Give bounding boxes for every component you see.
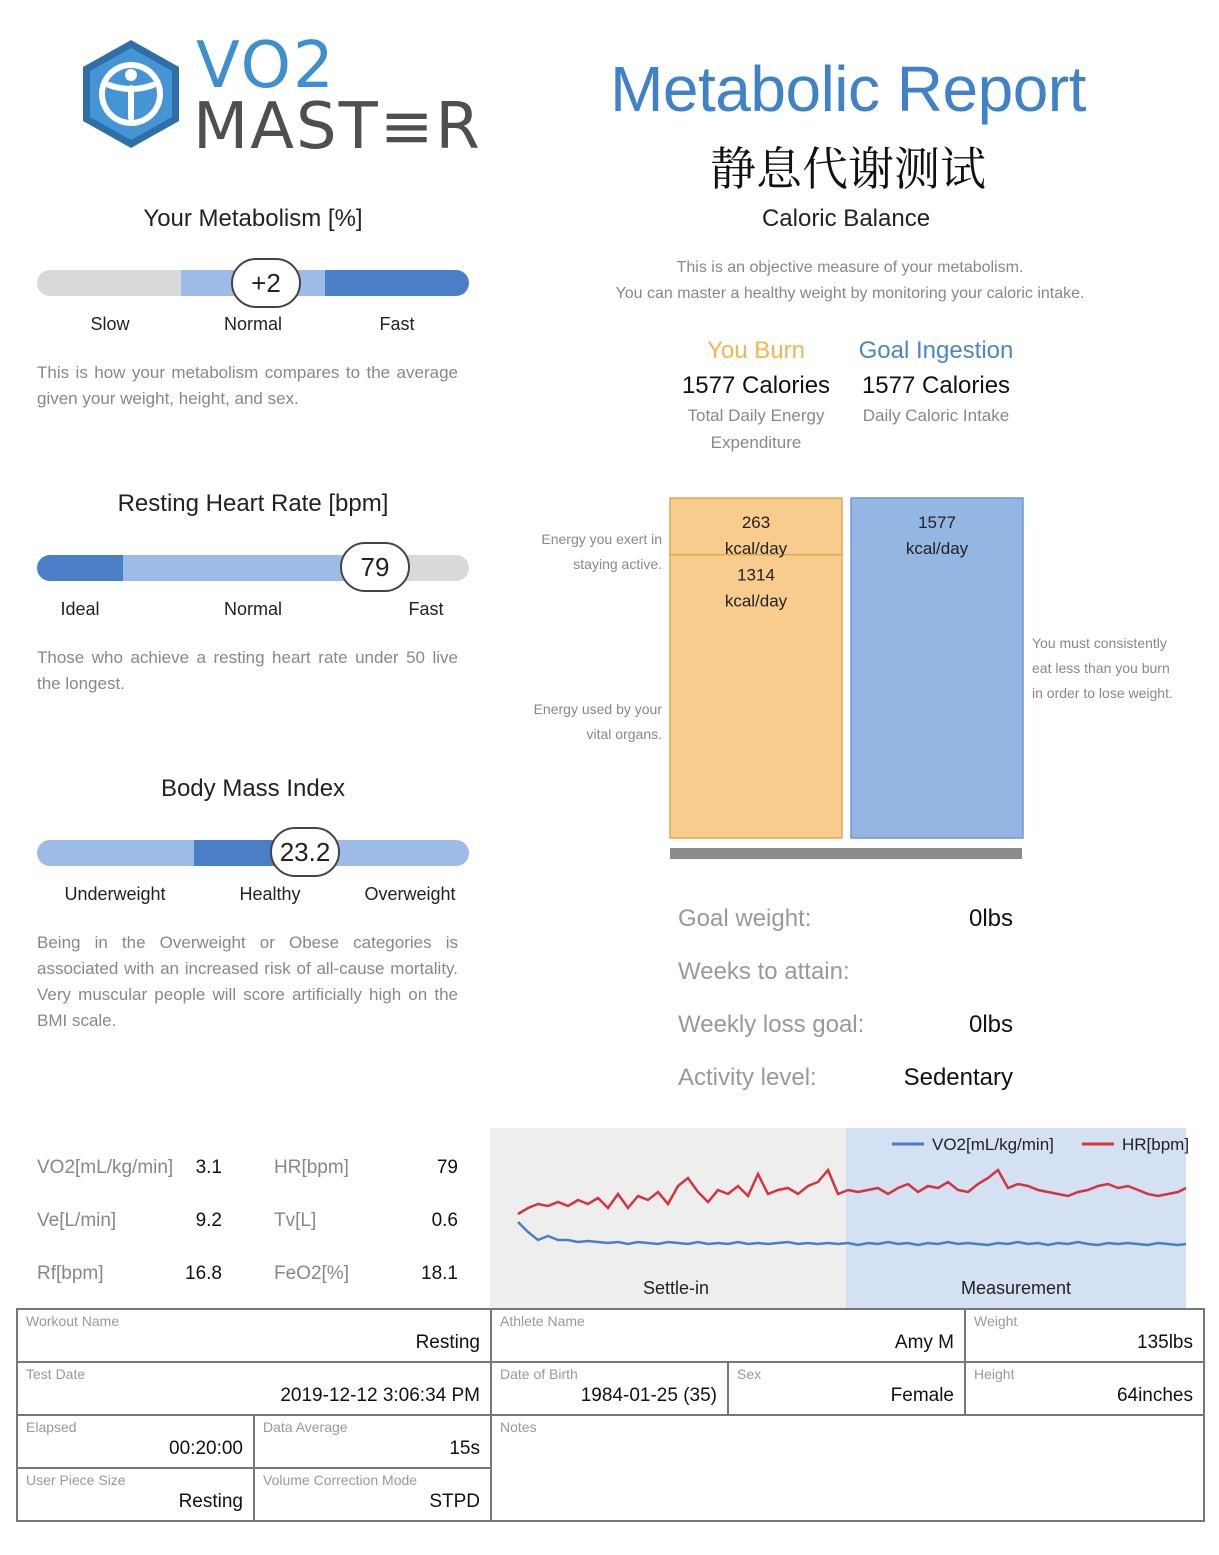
- metabolism-label-normal: Normal: [223, 314, 282, 334]
- goal-weight-label: Goal weight:: [678, 905, 812, 932]
- stat-feo2-value: 18.1: [421, 1263, 458, 1284]
- dob-cell: [491, 1362, 728, 1415]
- stat-rf-label: Rf[bpm]: [37, 1263, 104, 1284]
- height-cell: [965, 1362, 1204, 1415]
- sex-label: Sex: [737, 1366, 762, 1382]
- athlete-name-cell: [491, 1309, 965, 1362]
- caloric-intro-line2: You can master a healthy weight by monitoring your caloric intake.: [615, 285, 1085, 302]
- activity-level-value: Sedentary: [903, 1064, 1013, 1091]
- heart-rate-label-ideal: Ideal: [60, 599, 100, 619]
- user-piece-size-label: User Piece Size: [26, 1472, 126, 1488]
- phase-measurement-label: Measurement: [960, 1278, 1072, 1298]
- active-energy-value-label: 263: [741, 513, 771, 532]
- brand-name-line2: MAST≡R: [193, 90, 482, 164]
- note-right-line3: in order to lose weight.: [1032, 685, 1173, 701]
- workout-name-cell: [17, 1309, 491, 1362]
- height-label: Height: [974, 1366, 1015, 1382]
- goal-ingestion-title: Goal Ingestion: [858, 337, 1014, 364]
- test-date-cell: [17, 1362, 491, 1415]
- note-active-line2: staying active.: [573, 556, 662, 572]
- legend-hr-label: HR[bpm]: [1122, 1135, 1190, 1154]
- workout-name-value: Resting: [415, 1332, 480, 1353]
- notes-label: Notes: [500, 1419, 537, 1435]
- caloric-balance-title: Caloric Balance: [761, 205, 931, 232]
- report-title: Metabolic Report: [610, 53, 1086, 125]
- notes-cell: [491, 1415, 1204, 1521]
- stat-vo2-value: 3.1: [195, 1157, 222, 1178]
- phase-settle-in-label: Settle-in: [642, 1278, 710, 1298]
- volume-correction-label: Volume Correction Mode: [263, 1472, 418, 1488]
- note-organs-line1: Energy used by your: [533, 701, 662, 717]
- bmi-value-bubble: 23.2: [270, 827, 340, 877]
- stat-ve-value: 9.2: [195, 1210, 222, 1231]
- note-organs-line2: vital organs.: [586, 726, 662, 742]
- metabolism-label-fast: Fast: [379, 314, 415, 334]
- weekly-loss-label: Weekly loss goal:: [678, 1011, 865, 1038]
- stat-hr-label: HR[bpm]: [274, 1157, 349, 1178]
- you-burn-title: You Burn: [707, 337, 805, 364]
- metabolism-value-bubble: +2: [231, 258, 301, 308]
- organs-energy-unit-label: kcal/day: [724, 591, 788, 611]
- athlete-name-label: Athlete Name: [500, 1313, 585, 1329]
- athlete-info-table: [16, 1308, 1205, 1522]
- volume-correction-value: STPD: [429, 1491, 480, 1512]
- report-subtitle: 静息代谢测试: [710, 143, 986, 195]
- elapsed-cell: [17, 1415, 254, 1468]
- stat-ve-label: Ve[L/min]: [37, 1210, 117, 1231]
- weight-cell: [965, 1309, 1204, 1362]
- stat-tv-value: 0.6: [431, 1210, 458, 1231]
- you-burn-desc-line1: Total Daily Energy: [687, 406, 825, 425]
- athlete-name-value: Amy M: [894, 1332, 954, 1353]
- sex-value: Female: [890, 1385, 954, 1406]
- weight-value: 135lbs: [1137, 1332, 1193, 1353]
- dob-label: Date of Birth: [500, 1366, 578, 1382]
- stat-hr-value: 79: [436, 1157, 458, 1178]
- metabolism-description: This is how your metabolism compares to the average given your weight, height, and sex.: [37, 363, 458, 408]
- vo2-master-logo-icon: [76, 38, 186, 150]
- caloric-balance-chart: [660, 490, 1032, 865]
- activity-level-label: Activity level:: [678, 1064, 817, 1091]
- bmi-title: Body Mass Index: [160, 775, 346, 802]
- note-right-line1: You must consistently: [1032, 635, 1167, 651]
- caloric-intro-line1: This is an objective measure of your metabolism.: [676, 259, 1024, 276]
- elapsed-value: 00:20:00: [169, 1438, 243, 1459]
- weeks-to-attain-label: Weeks to attain:: [678, 958, 850, 985]
- goal-ingestion-desc: Daily Caloric Intake: [862, 406, 1010, 425]
- goal-weight-value: 0lbs: [968, 905, 1013, 932]
- workout-name-label: Workout Name: [26, 1313, 120, 1329]
- heart-rate-label-normal: Normal: [223, 599, 282, 619]
- note-right-line2: eat less than you burn: [1032, 660, 1170, 676]
- data-average-label: Data Average: [263, 1419, 348, 1435]
- stat-feo2-label: FeO2[%]: [274, 1263, 349, 1284]
- metabolism-title: Your Metabolism [%]: [143, 205, 363, 232]
- you-burn-value: 1577 Calories: [681, 372, 831, 399]
- bmi-label-healthy: Healthy: [239, 884, 301, 904]
- user-piece-size-cell: [17, 1468, 254, 1521]
- weight-label: Weight: [974, 1313, 1018, 1329]
- legend-vo2-label: VO2[mL/kg/min]: [932, 1135, 1054, 1154]
- bmi-label-underweight: Underweight: [64, 884, 166, 904]
- metabolism-label-slow: Slow: [90, 314, 130, 334]
- note-active-line1: Energy you exert in: [541, 531, 662, 547]
- goal-ingestion-value: 1577 Calories: [861, 372, 1011, 399]
- stat-tv-label: Tv[L]: [274, 1210, 317, 1231]
- heart-rate-label-fast: Fast: [408, 599, 444, 619]
- goal-ingestion-value-label: 1577: [918, 513, 956, 532]
- stat-vo2-label: VO2[mL/kg/min]: [37, 1157, 174, 1178]
- sex-cell: [728, 1362, 965, 1415]
- heart-rate-description: Those who achieve a resting heart rate under 50 live the longest.: [37, 648, 458, 693]
- data-average-value: 15s: [449, 1438, 480, 1459]
- test-date-label: Test Date: [26, 1366, 86, 1382]
- test-date-value: 2019-12-12 3:06:34 PM: [280, 1385, 480, 1406]
- organs-energy-value-label: 1314: [737, 565, 775, 585]
- elapsed-label: Elapsed: [26, 1419, 77, 1435]
- bmi-scale-bar: [37, 840, 469, 866]
- bmi-description: Being in the Overweight or Obese categories is associated with an increased risk of all-cause mortality. Very muscular people will score artificially high on the BMI scale.: [37, 933, 458, 1030]
- height-value: 64inches: [1116, 1385, 1193, 1406]
- brand-name-line1: VO2: [196, 29, 336, 103]
- dob-value: 1984-01-25 (35): [580, 1385, 717, 1406]
- active-energy-unit-label: kcal/day: [724, 539, 788, 558]
- stat-rf-value: 16.8: [185, 1263, 222, 1284]
- vo2-hr-trend-chart: [490, 1128, 1202, 1308]
- heart-rate-value-bubble: 79: [340, 542, 410, 592]
- you-burn-desc-line2: Expenditure: [710, 433, 802, 452]
- user-piece-size-value: Resting: [178, 1491, 243, 1512]
- chart-baseline: [670, 848, 1022, 859]
- goal-ingestion-unit-label: kcal/day: [905, 539, 969, 558]
- weekly-loss-value: 0lbs: [968, 1011, 1013, 1038]
- bmi-label-overweight: Overweight: [364, 884, 456, 904]
- data-average-cell: [254, 1415, 491, 1468]
- heart-rate-title: Resting Heart Rate [bpm]: [117, 490, 389, 517]
- volume-correction-cell: [254, 1468, 491, 1521]
